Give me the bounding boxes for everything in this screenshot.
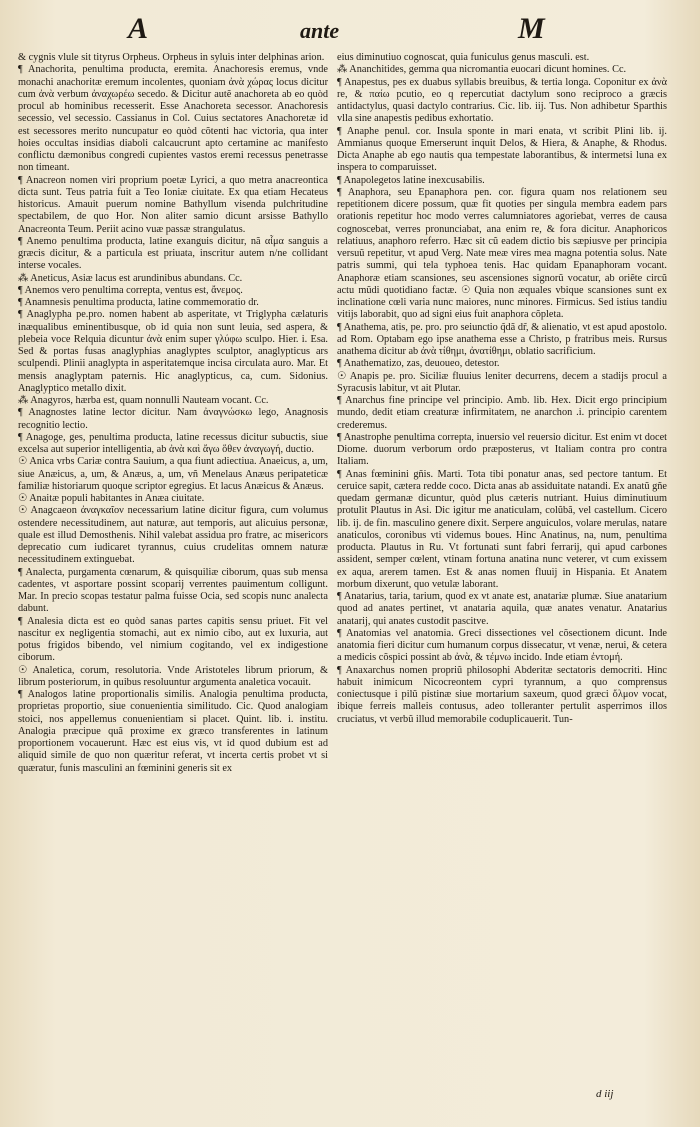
entry: ☉ Anica vrbs Cariæ contra Sauium, a qua fiunt adiectiua. Anaeicus, a, um, siue Anæicus, a, um, & Anæus, a, um, vñ Menelaus Anæus peripateticæ familiæ historiarum quoque scriptor egregius. Et lacus Anæicus & Anæus. [18, 456, 328, 492]
entry: ☉ Anapis pe. pro. Siciliæ fluuius leniter decurrens, decem a stadijs procul a Syracusis labitur, vt ait Plutar. [337, 370, 667, 394]
entry: ☉ Anaitæ populi habitantes in Anæa ciuitate. [18, 493, 205, 504]
entry: ¶ Anatomias vel anatomia. Greci dissectiones vel cõsectionem dicunt. Inde anatomia fieri dicitur cum humanum corpus dissecatur, vt venæ, nerui, & cetera a medicis cõspici possint ab ἀνὰ, & τέμνω incido. Inde etiam ἐντομή. [337, 627, 667, 664]
entry: ¶ Anacreon nomen viri proprium poetæ Lyrici, a quo metra anacreontica dicta sunt. Teus patria fuit a Teo Ioniæ ciuitate. Ex qua etiam Hecateus historicus. Amauit puerum nomine Bathyllum visenda pulchritudine spectabilem, de quo Hor. Non aliter samio dicunt arsisse Bathyllo Anacreonta Teum. Periit acino vuæ passæ strangulatus. [18, 174, 328, 235]
entry: ¶ Anathema, atis, pe. pro. pro seiunctio q̃dã dr̃, & alienatio, vt est apud apostolo. ad Rom. Optabam ego ipse anathema esse a Christo, p fratribus meis. Rursus anathema dicitur ab ἀνὰ τίθημι, ἀνατίθημι, oblatio sacrificium. [337, 321, 667, 357]
entry: ¶ Analecta, purgamenta cœnarum, & quisquiliæ ciborum, quas sub mensa cadentes, vt asportare possint scoparij verrentes pauimentum colligunt. Mar. In precio scopas testatur palma fuisse Ocia, sed scopis nunc analecta dabunt. [18, 566, 328, 615]
entry: ¶ Anagoge, ges, penultima producta, latine recessus dicitur subuctis, siue excelsa aut superior intelligentia, ab ἀνὰ καὶ ἄγω ὅθεν ἀναγωγή, ductio. [18, 431, 328, 455]
entry: ¶ Analogos latine proportionalis similis. Analogia penultima producta, proprietas proportio, siue conuenientia similitudo. Cic. Quod analogiam stoici, nos appellemus conuenientiam si placet. Quint. lib. i. institu. Analogia præcipue quã proxime ex græco transferentes in latinum proportionem vocauerunt. Hæc est eius vis, vt id quod dubium est ad aliquid simile de quo non quæritur referat, vt incerta certis probet vt si quæratur, funis masculini an fœminini generis sit ex [18, 689, 328, 774]
entry: ¶ Anaxarchus nomen propriũ philosophi Abderitæ sectatoris democriti. Hinc habuit inimicum Nicocreontem cypri tyrannum, a quo comprensus coniectusque i pilũ pistinæ siue mortarium saxeum, quod græci ὅλμον vocat, ibique ferreis malleis contusus, adeo tolleranter pertulit asperrimos illos cruciatus, vt verbũ illud memorabile coduplicauerit. Tun- [337, 664, 667, 725]
entry: ¶ Anamnesis penultima producta, latine commemoratio dr. [18, 297, 259, 308]
entry: eius diminutiuo cognoscat, quia funiculus genus masculi. est. [337, 52, 590, 63]
entry: ¶ Anarchus fine principe vel principio. Amb. lib. Hex. Dicit ergo principium mundo, dedit etiam creaturæ infirmitatem, ne anarchon .i. principio carentem crederemus. [337, 395, 667, 431]
entry: ¶ Anapolegetos latine inexcusabilis. [337, 174, 485, 186]
entry: ☉ Anagcaeon ἀναγκαῖον necessarium latine dicitur figura, cum volumus ostendere necessitudinem, aut naturæ, aut temporis, aut alicuius personæ, quale est illud Demosthenis. Nihil valebat assidua pro fratre, ac misericors deprecatio cum iudicaret tyrannus, cuius crudelitas omnem naturæ necessitudinem extinguebat. [18, 505, 328, 566]
entry: ¶ Anemo penultima producta, latine exanguis dicitur, nã αἷμα sanguis a græcis dicitur, & a particula est priuata, inscritur autem n/ne collidant interse vocales. [18, 235, 328, 272]
entry: ⁂ Anagyros, hærba est, quam nonnulli Nauteam vocant. Cc. [18, 395, 269, 406]
entry: ⁂ Aneticus, Asiæ lacus est arundinibus abundans. Cc. [18, 272, 243, 284]
running-header [0, 10, 700, 50]
entry: ¶ Anemos vero penultima correpta, ventus est, ἄνεμος. [18, 284, 243, 296]
header-letter-right: M [518, 12, 545, 45]
entry: ¶ Analesia dicta est eo quòd sanas partes capitis sensu priuet. Fit vel nascitur ex negligentia stomachi, aut ex nimio cibo, aut ex luxuria, aut potus frigidos bibendo, vel nimium cogitando, vel ex indigestione ciborum. [18, 615, 328, 664]
entry: ⁂ Ananchitides, gemma qua nicromantia euocari dicunt homines. Cc. [337, 64, 627, 76]
header-title: ante [300, 18, 340, 43]
header-letter-left: A [128, 12, 149, 45]
entry: ¶ Anas fœminini gñis. Marti. Tota tibi ponatur anas, sed pectore tantum. Et ceruice sapit, cætera redde coco. Dicta anas ab assiduitate natandi. Ex anatũ gñe quedam germanæ dicuntur, quòd plus cæteris nutriant. Huius diminutiuum protulit Plautus in Asi. Dic igitur me anaticulam, colũbã, vel castellum. Cicero lib. ij. de fin. masculino genere dixit. Serpere anguiculos, volare merulas, natare anaticulos, coronibus vti videmus boues. Hinc Anatinus, na, num, penultima producta. Plautus in Ru. Vt fortunati sunt fabri ferrarij, qui apud carbones assident, semper cœlent, vtinam fortuna anatina nunc veterer, vt cum exissem ex aqua, arerem tamen. Est & anas nomen fluuij in Hispania. Et Anatem morbum dixerunt, quo vetulæ laborant. [337, 468, 667, 590]
entry: ¶ Anathematizo, zas, deuoueo, detestor. [337, 358, 500, 370]
entry: ¶ Anaphe penul. cor. Insula sponte in mari enata, vt scribit Plini lib. ij. Ammianus quoque Emerserunt inquit Delos, & Hiera, & Anaphe, & Rhodus. Dicta Anaphe ab ego nautis qua tempestate laborantibus, & intermetsi luna ex inspera to comparuisset. [337, 125, 667, 174]
entry: ¶ Anapestus, pes ex duabus syllabis breuibus, & tertia longa. Coponitur ex ἀνὰ re, & παίω pcutio, eo q repercutiat dactylum sono reciproco a græcis antidactylus, quasi dactylo contrarius. Cic. lib. iij. Tus. Non adhibetur Sparthis vlla sine anapestis pedibus exhortatio. [337, 76, 667, 125]
entry: ¶ Anaphora, seu Epanaphora pen. cor. figura quam nos relationem seu repetitionem dicere possum, quæ fit quoties per singula membra eadem pars orationis repetitur hoc modo verres calumniatores agoriebat, verres de causa cognoscebat, verres pronunciabat, ana enim re, & fora dicitur. Anaphoricos relatiuus, anaphoro referro. Hæc sit cũ eadem dictio bis sæpiusve per principia versuũ repetitur, vt apud Verg. Nate meæ vires mea magna potentia solus. Nate patris summi, qui tela typhoea tenis. Hac quidam Epanaphoram vocant. Anaphoræ etiam scansiones, seu ascensiones signorũ vocatur, ab oriẽte circũ actu mũdi quotidiano factæ. ☉ Quia non æquales vbique scansiones sunt ex inclinatione cœli varia nunc maiores, nunc minores. Firmicus. Sed istius tandiu vitijs laborabit, quo ad signi eius fuit anaphora cõpleta. [337, 186, 667, 321]
entry: ¶ Anachorita, penultima producta, eremita. Anachoresis eremus, vnde monachi anachoritæ eremum incolentes, quoniam ἀνὰ χώρας locus dicitur cum ἀνὰ verbum ἀναχωρέω secedo. & Dicitur autẽ anachoreta ab eo quòd procul ab hominibus recesserit. Esse Anachoreta secessor. Anachoresis secessio, vel secessio. Cassianus in Col. Cuius sectatores Anachoretæ id est secessores merito nuncupatur eo quòd cõtenti hac victoria, qua inter hoies occultas insidias diaboli calcaucrunt apto certamine ac manifesto conflictu dæmonibus congredi cupientes vastos eremi recessus penetrasse non timeant. [18, 64, 328, 174]
signature-mark: d iij [596, 1088, 614, 1100]
entry: ¶ Anastrophe penultima correpta, inuersio vel reuersio dicitur. Est enim vt docet Diome. duorum verborum ordo præposterus, vt Italiam contra pro contra Italiam. [337, 431, 667, 468]
entry: ¶ Anaglypha pe.pro. nomen habent ab asperitate, vt Triglypha cælaturis inæqualibus eminentibusque, ob id quia non sunt leuia, sed aspera, & plebeia voce Relquia dicuntur ἀνὰ enim super γλύφω sculpo. Hier. i. Esa. Sed & portas fusas anaglyphias anaglyptes sculptor, anaglypticus ars sculpendi. Plinii anaglypta in asperitatemque incisa circulata auro. Mar. Et mensis anaglyptam paternis. Hic anaglypticus, ca, cum. Sidonius. Anaglyptico metallo dixit. [18, 309, 328, 394]
left-column [18, 52, 328, 775]
entry: & cygnis vlule sit tityrus Orpheus. Orpheus in syluis inter delphinas arion. [18, 52, 325, 63]
right-column [337, 52, 667, 726]
entry: ¶ Anagnostes latine lector dicitur. Nam ἀναγνώσκω lego, Anagnosis recognitio lectio. [18, 407, 328, 431]
entry: ☉ Analetica, corum, resolutoria. Vnde Aristoteles librum priorum, & librum posteriorum, in quibus resoluuntur argumenta analetica vocauit. [18, 664, 328, 688]
entry: ¶ Anatarius, taria, tarium, quod ex vt anate est, anatariæ plumæ. Siue anatarium quod ad anates pertinet, vt anataria aquila, quæ anates venatur. Anatarius anatarij, qui anates custodit pascitve. [337, 591, 667, 627]
